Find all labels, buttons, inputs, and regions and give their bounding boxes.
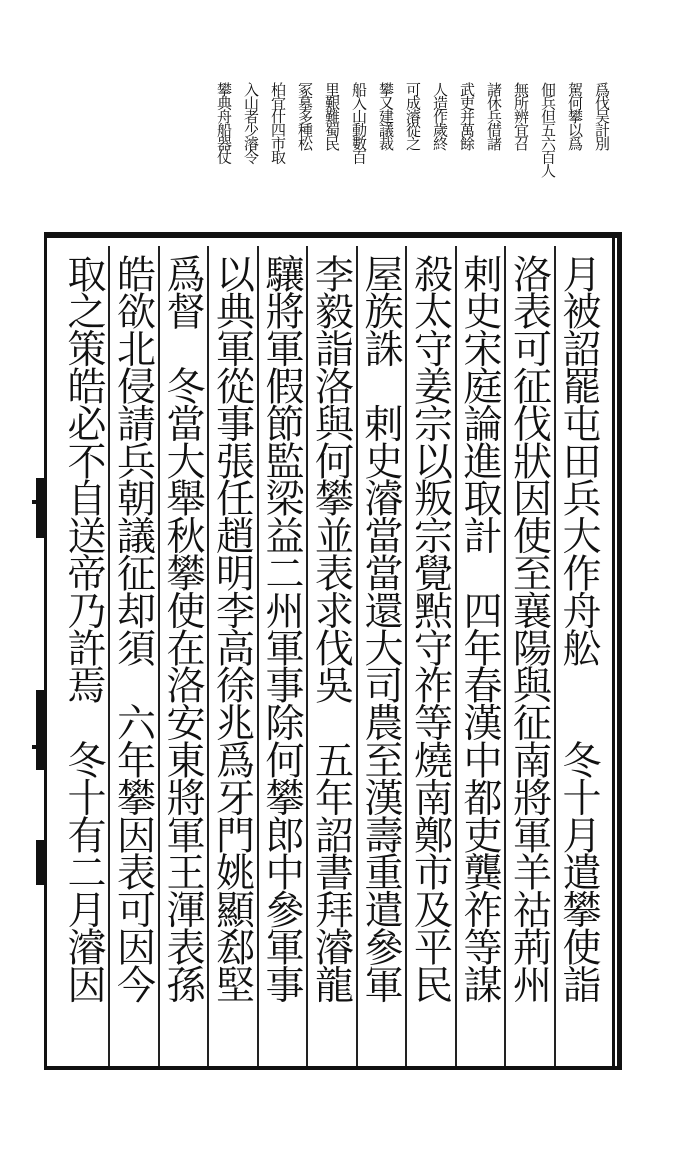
annotation-column: 冢墓多種松	[296, 82, 314, 150]
annotation-column: 入山者少濬令	[242, 82, 260, 163]
main-text-area	[53, 246, 603, 1060]
margin-tab	[32, 500, 46, 504]
text-column: 爲督 冬當大舉秋攀使在洛安東將軍王渾表孫	[158, 246, 208, 1066]
annotation-block	[170, 82, 615, 242]
annotation-column: 里艱難蜀民	[323, 82, 341, 150]
annotation-column: 船入山動數百	[350, 82, 368, 163]
margin-tab	[32, 745, 46, 749]
annotation-column: 佃兵但五六百人	[539, 82, 557, 177]
text-column: 以典軍從事張任趙明李高徐兆爲牙門姚顯郄堅	[207, 246, 257, 1066]
annotation-column: 可成濬從之	[404, 82, 422, 150]
annotation-column: 武吏并萬餘	[458, 82, 476, 150]
text-column: 取之策皓必不自送帝乃許焉 冬十有二月濬因	[61, 254, 106, 1003]
text-column: 李毅詣洛與何攀並表求伐吳 五年詔書拜濬龍	[306, 246, 356, 1066]
annotation-column: 攀典舟船器仗	[215, 82, 233, 163]
text-column: 殺太守姜宗以叛宗覺㸃守祚等燒南鄭市及平民	[405, 246, 455, 1066]
frame-rule	[612, 238, 615, 1066]
text-column: 皓欲北侵請兵朝議征却須 六年攀因表可因今	[108, 246, 158, 1066]
annotation-column: 爲伐吴計別	[593, 82, 611, 150]
text-column: 屋族誅 剌史濬當當還大司農至漢壽重遣參軍	[356, 246, 406, 1066]
text-frame	[44, 232, 622, 1070]
margin-mark	[36, 840, 44, 885]
text-column: 剌史宋庭論進取計 四年春漢中都吏龔祚等謀	[455, 246, 505, 1066]
annotation-column: 柏宜什四市取	[269, 82, 287, 163]
text-column: 驤將軍假節監梁益二州軍事除何攀郎中參軍事	[257, 246, 307, 1066]
annotation-column: 攀又建議裁	[377, 82, 395, 150]
annotation-column: 諸休兵借諸	[485, 82, 503, 150]
text-column: 洛表可征伐狀因使至襄陽與征南將軍羊祜荊州	[504, 246, 554, 1066]
annotation-column: 無所辨宜召	[512, 82, 530, 150]
annotation-column: 人造作歲終	[431, 82, 449, 150]
margin-mark	[36, 690, 44, 770]
annotation-column: 駕何攀以爲	[566, 82, 584, 150]
margin-mark	[36, 478, 44, 538]
text-column: 月被詔罷屯田兵大作舟舩 冬十月遣攀使詣	[554, 246, 604, 1066]
